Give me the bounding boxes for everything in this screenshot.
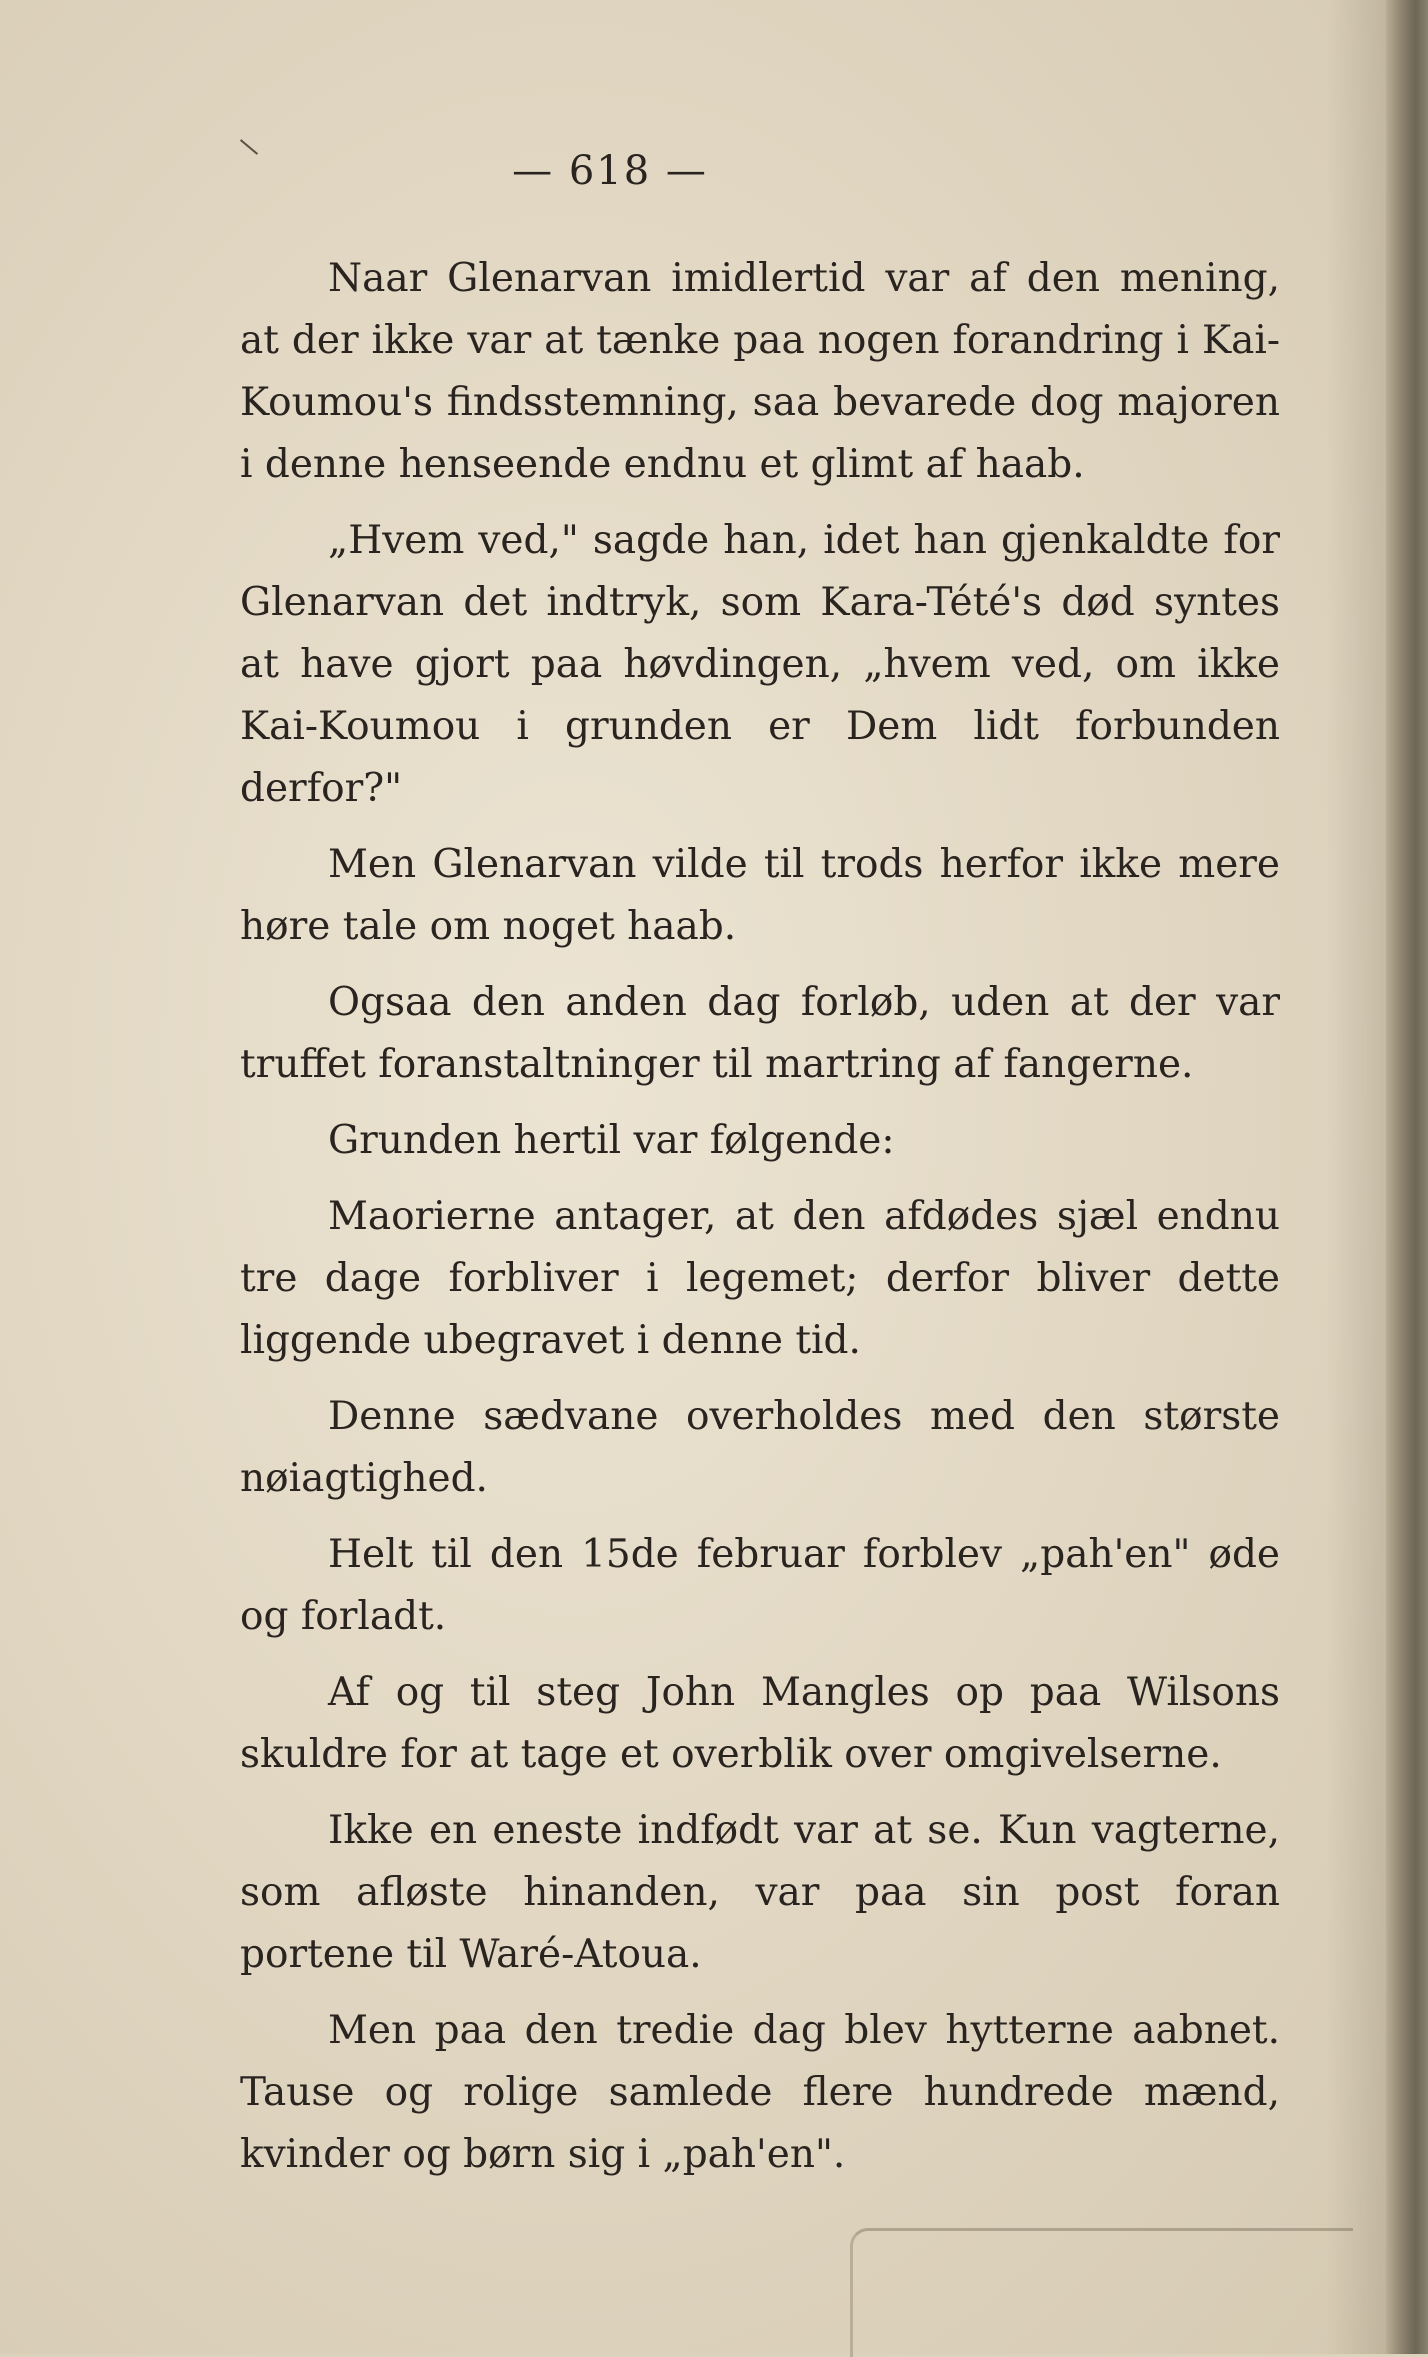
page-edge [850, 2228, 1353, 2357]
paragraph: Helt til den 15de februar forblev „pah'en" øde og forladt. [240, 1532, 1280, 1639]
paragraph: Ogsaa den anden dag forløb, uden at der var truffet foranstaltninger til martring af fangerne. [240, 980, 1280, 1087]
paragraph: „Hvem ved," sagde han, idet han gjenkaldte for Glenarvan det indtryk, som Kara-Tété's død syntes at have gjort paa høvdingen, „hvem ved, om ikke Kai-Koumou i grunden er Dem lidt forbunden derfor?" [240, 518, 1280, 811]
paragraph: Grunden hertil var følgende: [328, 1118, 895, 1163]
paragraph: Denne sædvane overholdes med den største nøiagtighed. [240, 1394, 1280, 1501]
page-number: — 618 — [512, 148, 708, 194]
paragraph: Af og til steg John Mangles op paa Wilsons skuldre for at tage et overblik over omgivelserne. [240, 1670, 1280, 1777]
paragraph: Ikke en eneste indfødt var at se. Kun vagterne, som afløste hinanden, var paa sin post foran portene til Waré-Atoua. [240, 1808, 1280, 1977]
paragraph: Maorierne antager, at den afdødes sjæl endnu tre dage forbliver i legemet; derfor bliver dette liggende ubegravet i denne tid. [240, 1194, 1280, 1363]
paragraph: Naar Glenarvan imidlertid var af den mening, at der ikke var at tænke paa nogen forandring i Kai-Koumou's findsstemning, saa bevarede dog majoren i denne henseende endnu et glimt af haab. [240, 256, 1280, 487]
paragraph: Men Glenarvan vilde til trods herfor ikke mere høre tale om noget haab. [240, 842, 1280, 949]
spine-shadow [1326, 0, 1386, 2354]
book-spine [1386, 0, 1428, 2354]
paragraph: Men paa den tredie dag blev hytterne aabnet. Tause og rolige samlede flere hundrede mænd, kvinder og børn sig i „pah'en". [240, 2008, 1280, 2177]
body-text [240, 248, 1280, 2200]
